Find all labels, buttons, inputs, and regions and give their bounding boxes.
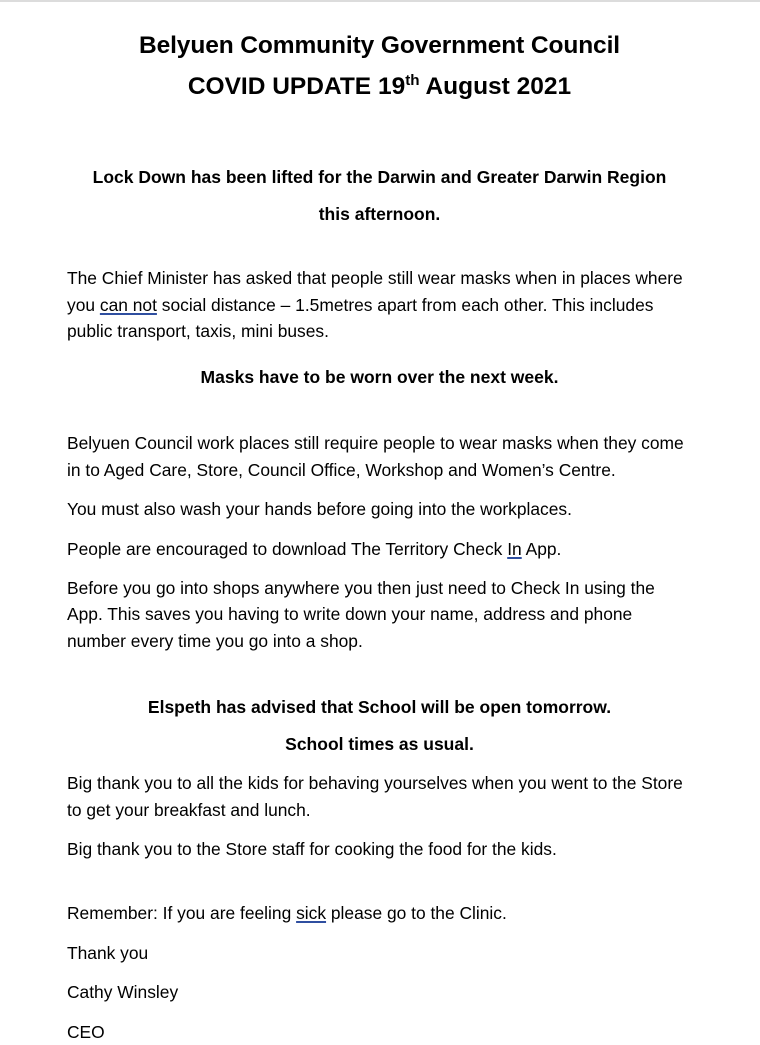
remember-part2: please go to the Clinic. [326, 903, 507, 924]
subtitle-prefix: COVID UPDATE 19 [187, 73, 406, 101]
lockdown-notice-line2: this afternoon. [318, 204, 441, 225]
workplaces-paragraph: Belyuen Council work places still require people to wear masks when they come in to Aged Care, Store, Council Office, Workshop and Women’s Centre. [67, 433, 684, 480]
in-underlined-text: In [507, 538, 522, 559]
can-not-underlined-text: can not [99, 294, 157, 315]
masks-heading: Masks have to be worn over the next week. [200, 366, 559, 387]
thank-you-line: Thank you [67, 942, 149, 963]
app-paragraph-part2: App. [521, 538, 562, 559]
lockdown-notice-line1: Lock Down has been lifted for the Darwin and Greater Darwin Region [92, 166, 667, 187]
subtitle-suffix: August 2021 [419, 73, 572, 101]
territory-check-in-app-paragraph [67, 536, 692, 562]
masks-paragraph [67, 265, 692, 344]
masks-paragraph-part1: The Chief Minister has asked that people still wear masks when in places where you [67, 268, 683, 315]
wash-hands-paragraph: You must also wash your hands before going into the workplaces. [67, 499, 572, 520]
remember-clinic-paragraph [67, 900, 692, 926]
sick-underlined-text: sick [296, 903, 327, 924]
signature-role: CEO [67, 1021, 105, 1042]
document-content [0, 2, 760, 1045]
signature-name: Cathy Winsley [67, 982, 179, 1003]
check-in-instructions-paragraph: Before you go into shops anywhere you then just need to Check In using the App. This saves you having to write down your name, address and phone number every time you go into a shop. [67, 577, 655, 651]
school-open-heading: Elspeth has advised that School will be open tomorrow. [147, 697, 612, 718]
subtitle-ordinal: th [405, 72, 420, 90]
school-times-heading: School times as usual. [285, 733, 474, 754]
remember-part1: Remember: If you are feeling [67, 903, 297, 924]
page-title: Belyuen Community Government Council [138, 32, 621, 59]
document-subtitle [67, 71, 692, 103]
app-paragraph-part1: People are encouraged to download The Territory Check [67, 538, 508, 559]
document-header [67, 2, 692, 104]
thanks-store-staff-paragraph: Big thank you to the Store staff for cooking the food for the kids. [67, 838, 557, 859]
thanks-kids-paragraph: Big thank you to all the kids for behaving yourselves when you went to the Store to get your breakfast and lunch. [67, 773, 683, 820]
masks-paragraph-part2: social distance – 1.5metres apart from each other. This includes public transport, taxis, mini buses. [67, 294, 654, 342]
